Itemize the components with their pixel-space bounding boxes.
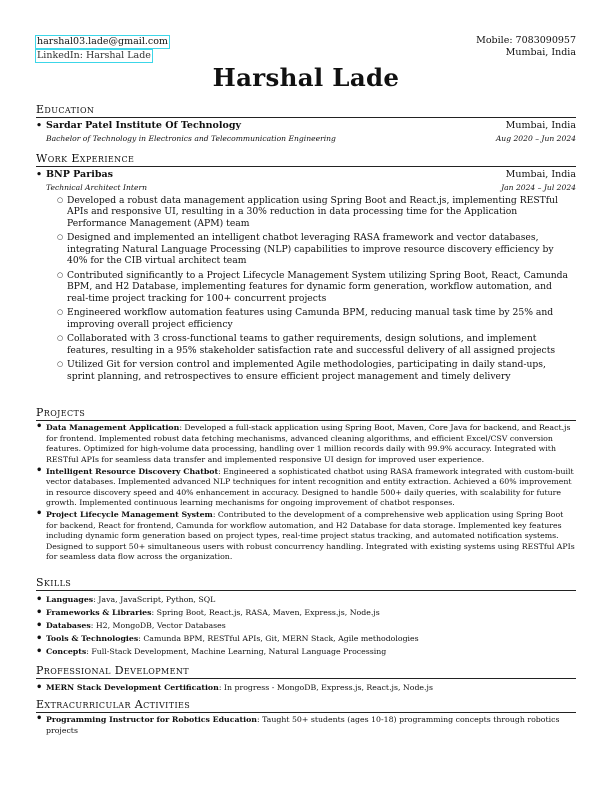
mobile-number: Mobile: 7083090957 bbox=[476, 35, 576, 46]
list-item bbox=[46, 715, 576, 736]
section-title: Skills bbox=[36, 576, 576, 591]
candidate-name: Harshal Lade bbox=[212, 63, 400, 92]
skill-label: Languages bbox=[46, 595, 94, 604]
development-section bbox=[36, 664, 576, 694]
projects-list bbox=[36, 423, 576, 563]
skill-label: Databases bbox=[46, 621, 91, 630]
contact-right bbox=[476, 35, 576, 59]
list-item bbox=[46, 606, 576, 619]
section-title: Extracurricular Activities bbox=[36, 698, 576, 713]
skill-values: : Full-Stack Development, Machine Learning, Natural Language Processing bbox=[86, 647, 387, 656]
skill-values: : Camunda BPM, RESTful APIs, Git, MERN Stack, Agile methodologies bbox=[138, 634, 419, 643]
degree: Bachelor of Technology in Electronics and Telecommunication Engineering bbox=[46, 133, 336, 143]
section-title: Professional Development bbox=[36, 664, 576, 679]
section-title: Education bbox=[36, 103, 576, 118]
institution-name: • Sardar Patel Institute Of Technology bbox=[36, 120, 241, 133]
projects-section bbox=[36, 406, 576, 564]
list-item bbox=[46, 645, 576, 658]
list-item bbox=[46, 619, 576, 632]
project-description: : Engineered a sophisticated chatbot using RASA framework integrated with custom-built vector databases. Implemented advanced NLP techniques for intent recognition and entity extraction. Achieved a 60% improvement in resource discovery speed and 40% enhancement in accuracy. Designed to handle 500+ daily queries, with scalability for future growth. Implemented continuous learning mechanisms for ongoing improvement of chatbot responses. bbox=[46, 466, 574, 507]
list-item: ○ Developed a robust data management application using Spring Boot and React.js, implementing RESTful APIs and responsive UI, resulting in a 30% reduction in data processing time for the Application Performance Management (APM) team bbox=[67, 195, 576, 230]
list-item bbox=[46, 423, 576, 465]
company-name: • BNP Paribas bbox=[36, 169, 113, 182]
project-description: : Contributed to the development of a comprehensive web application using Spring Boot for backend, React for frontend, Camunda for workflow automation, and H2 Database for data storage. Implemented key features including dynamic form generation based on project types, real-time project status tracking, and automated notification systems. Designed to support 50+ simultaneous users with robust concurrency handling. Integrated with existing systems using RESTful APIs for seamless data flow across the organization. bbox=[46, 510, 575, 561]
skill-label: Frameworks & Libraries bbox=[46, 608, 152, 617]
list-item bbox=[46, 510, 576, 563]
institution-location: Mumbai, India bbox=[505, 120, 576, 131]
header-location: Mumbai, India bbox=[505, 47, 576, 58]
work-bullets bbox=[36, 195, 576, 383]
skill-label: Concepts bbox=[46, 647, 87, 656]
project-name: Project Lifecycle Management System bbox=[46, 510, 213, 519]
project-name: Intelligent Resource Discovery Chatbot bbox=[46, 466, 219, 476]
list-item bbox=[46, 681, 576, 694]
certification-name: MERN Stack Development Certification bbox=[46, 683, 219, 692]
list-item bbox=[46, 467, 576, 509]
skill-values: : Java, JavaScript, Python, SQL bbox=[93, 595, 216, 604]
activities-section bbox=[36, 698, 576, 738]
section-title: Work Experience bbox=[36, 152, 576, 167]
list-item bbox=[46, 632, 576, 645]
list-item: ○ Designed and implemented an intelligent chatbot leveraging RASA framework and vector databases, integrating Natural Language Processing (NLP) capabilities to improve resource discovery efficiency by 40% for the CIB virtual architect team bbox=[67, 232, 576, 267]
company-location: Mumbai, India bbox=[505, 169, 576, 180]
list-item: ○ Collaborated with 3 cross-functional teams to gather requirements, design solutions, and implement features, resulting in a 95% stakeholder satisfaction rate and successful delivery of all assigned projects bbox=[67, 333, 576, 356]
skill-label: Tools & Technologies bbox=[46, 634, 139, 643]
education-section bbox=[36, 103, 576, 144]
activity-name: Programming Instructor for Robotics Education bbox=[46, 715, 257, 724]
skills-section bbox=[36, 576, 576, 658]
skill-values: : H2, MongoDB, Vector Databases bbox=[90, 621, 226, 630]
list-item: ○ Engineered workflow automation features using Camunda BPM, reducing manual task time by 25% and improving overall project efficiency bbox=[67, 307, 576, 330]
contact-left bbox=[35, 35, 170, 63]
certification-detail: : In progress - MongoDB, Express.js, React.js, Node.js bbox=[218, 683, 433, 692]
list-item: ○ Utilized Git for version control and implemented Agile methodologies, participating in daily stand-ups, sprint planning, and retrospectives to ensure efficient project management and timely delivery bbox=[67, 359, 576, 382]
section-title: Projects bbox=[36, 406, 576, 421]
work-section bbox=[36, 152, 576, 385]
project-description: : Developed a full-stack application using Spring Boot, Maven, Core Java for backend, and React.js for frontend. Implemented robust data fetching mechanisms, advanced cleaning algorithms, and efficient Excel/CSV conversion features. Optimized for high-volume data processing, handling over 1 million records daily with 99.9% accuracy. Integrated with RESTful APIs for seamless data transfer and implemented responsive UI design for improved user experience. bbox=[46, 423, 571, 464]
education-entry bbox=[36, 120, 576, 144]
development-list bbox=[36, 681, 576, 694]
skills-list bbox=[36, 593, 576, 658]
list-item: ○ Contributed significantly to a Project Lifecycle Management System utilizing Spring Boot, React, Camunda BPM, and H2 Database, implementing features for dynamic form generation, workflow automation, and real-time project tracking for 100+ concurrent projects bbox=[67, 270, 576, 305]
work-entry bbox=[36, 169, 576, 382]
list-item bbox=[46, 593, 576, 606]
project-name: Data Management Application bbox=[46, 423, 180, 432]
activity-detail: : Taught 50+ students (ages 10-18) programming concepts through robotics projects bbox=[46, 715, 560, 735]
email-link[interactable]: harshal03.lade@gmail.com bbox=[37, 36, 168, 47]
linkedin-link[interactable]: LinkedIn: Harshal Lade bbox=[37, 50, 151, 61]
job-role: Technical Architect Intern bbox=[46, 182, 147, 192]
work-dates: Jan 2024 – Jul 2024 bbox=[501, 182, 576, 192]
education-dates: Aug 2020 – Jun 2024 bbox=[495, 133, 576, 143]
activities-list bbox=[36, 715, 576, 736]
skill-values: : Spring Boot, React.js, RASA, Maven, Express.js, Node.js bbox=[151, 608, 380, 617]
